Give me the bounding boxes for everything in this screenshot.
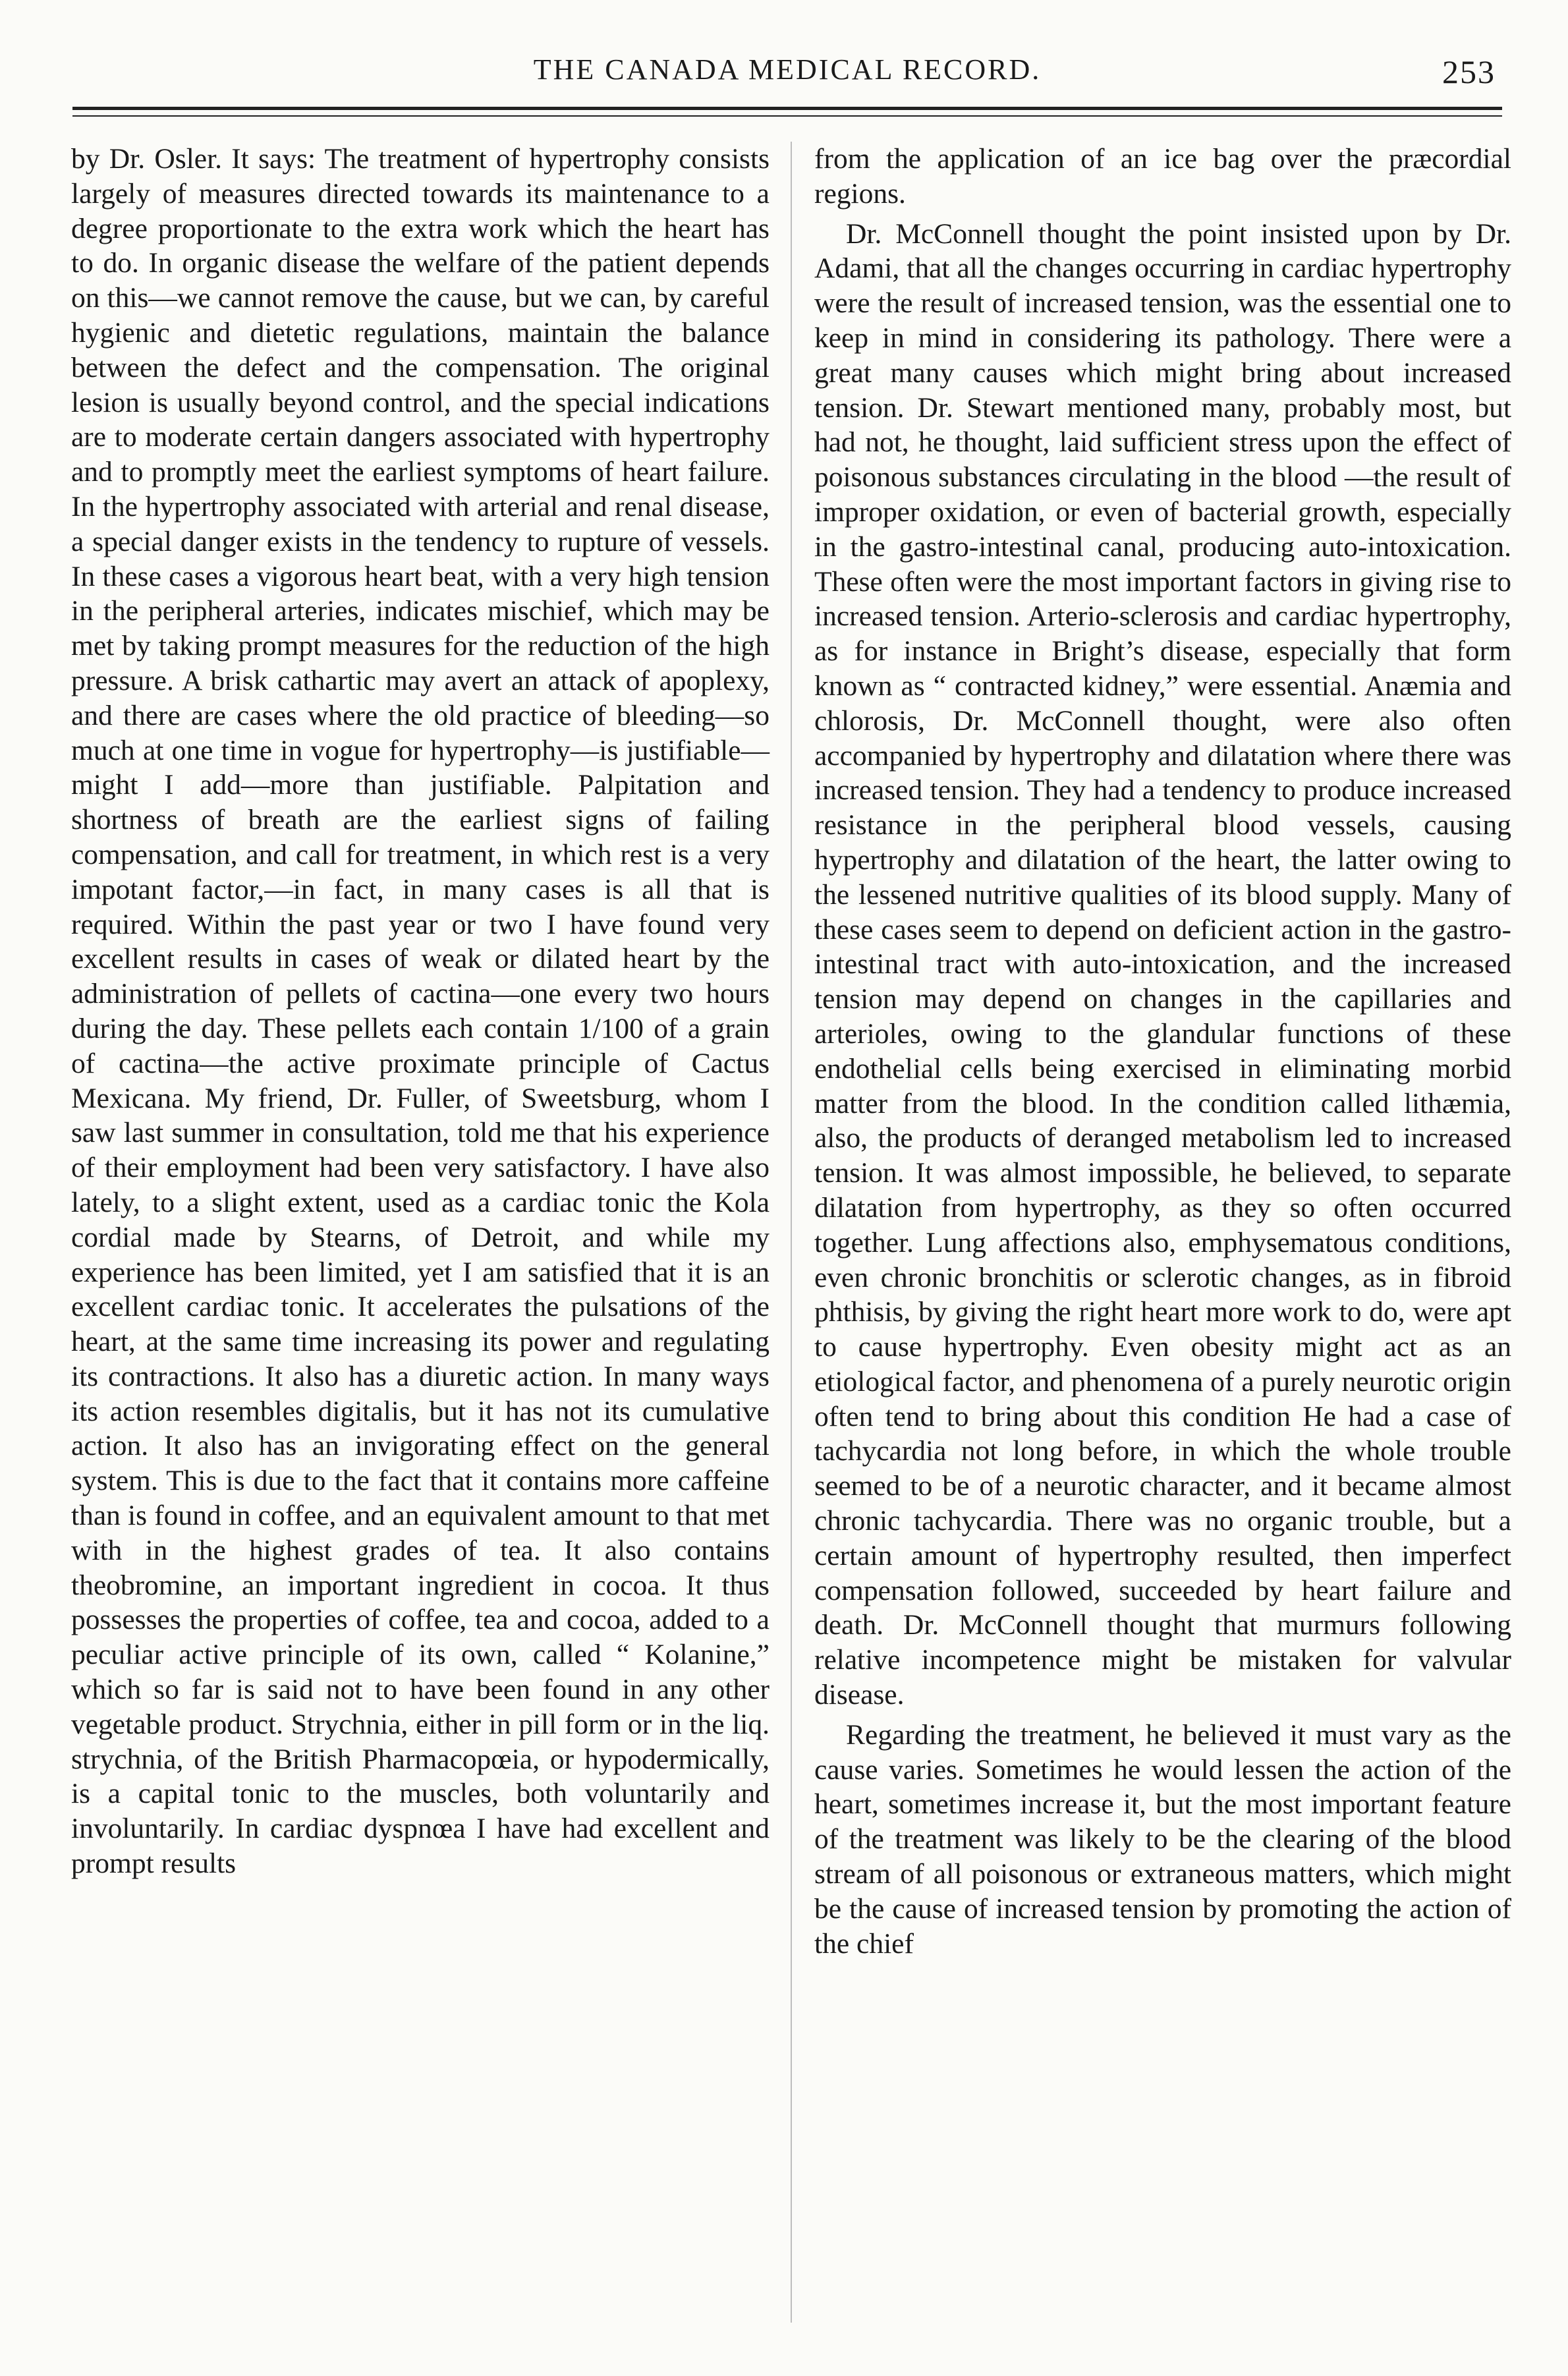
right-paragraph-1: from the application of an ice bag over the præcordial regions. xyxy=(814,143,1511,210)
page-number: 253 xyxy=(1442,53,1496,90)
right-column xyxy=(814,142,1511,2316)
right-paragraph-3: Regarding the treatment, he believed it must vary as the cause varies. Sometimes he would lessen the action of the heart, sometimes increase it, but the most important feature of the treatment was likely to be the clearing of the blood stream of all poisonous or extraneous matters, which might be the cause of increased tension by promoting the action of the chief xyxy=(814,1718,1511,1960)
page-header xyxy=(72,53,1502,99)
header-rule-thin xyxy=(72,115,1502,117)
column-divider xyxy=(791,142,792,2323)
running-title: THE CANADA MEDICAL RECORD. xyxy=(533,53,1042,86)
left-paragraph-1: by Dr. Osler. It says: The treatment of hypertrophy consists largely of measures directed towards its maintenance to a degree proportionate to the extra work which the heart has to do. In organic disease the welfare of the patient depends on this—we cannot remove the cause, but we can, by careful hygienic and dietetic regulations, maintain the balance between the defect and the compensation. The original lesion is usually beyond control, and the special indications are to moderate certain dangers associated with hypertrophy and to promptly meet the earliest symptoms of heart failure. In the hypertrophy associated with arterial and renal disease, a special danger exists in the tendency to rupture of vessels. In these cases a vigorous heart beat, with a very high tension in the peripheral arteries, indicates mischief, which may be met by taking prompt measures for the reduction of the high pressure. A brisk cathartic may avert an attack of apoplexy, and there are cases where the old practice of bleeding—so much at one time in vogue for hypertrophy—is justifiable—might I add—more than justifiable. Palpitation and shortness of breath are the earliest signs of failing compensation, and call for treatment, in which rest is a very impotant factor,—in fact, in many cases is all that is required. Within the past year or two I have found very excellent results in cases of weak or dilated heart by the administration of pellets of cactina—one every two hours during the day. These pellets each contain 1/100 of a grain of cactina—the active proximate principle of Cactus Mexicana. My friend, Dr. Fuller, of Sweetsburg, whom I saw last summer in consultation, told me that his experience of their employment had been very satisfactory. I have also lately, to a slight extent, used as a cardiac tonic the Kola cordial made by Stearns, of Detroit, and while my experience has been limited, yet I am satisfied that it is an excellent cardiac tonic. It accelerates the pulsations of the heart, at the same time increasing its power and regulating its contractions. It also has a diuretic action. In many ways its action resembles digitalis, but it has not its cumulative action. It also has an invigorating effect on the general system. This is due to the fact that it contains more caffeine than is found in coffee, and an equivalent amount to that met with in the highest grades of tea. It also contains theobromine, an important ingredient in cocoa. It thus possesses the properties of coffee, tea and cocoa, added to a peculiar active principle of its own, called “ Kolanine,” which so far is said not to have been found in any other vegetable product. Strychnia, either in pill form or in the liq. strychnia, of the British Pharmacopœia, or hypodermically, is a capital tonic to the muscles, both voluntarily and involuntarily. In cardiac dyspnœa I have had excellent and prompt results xyxy=(71,143,770,1880)
right-paragraph-2: Dr. McConnell thought the point insisted upon by Dr. Adami, that all the changes occurring in cardiac hypertrophy were the result of increased tension, was the essential one to keep in mind in considering its pathology. There were a great many causes which might bring about increased tension. Dr. Stewart mentioned many, probably most, but had not, he thought, laid sufficient stress upon the effect of poisonous substances circulating in the blood —the result of improper oxidation, or even of bacterial growth, especially in the gastro-intestinal canal, producing auto-intoxication. These often were the most important factors in giving rise to increased tension. Arterio-sclerosis and cardiac hypertrophy, as for instance in Bright’s disease, especially that form known as “ contracted kidney,” were essential. Anæmia and chlorosis, Dr. McConnell thought, were also often accompanied by hypertrophy and dilatation where there was increased tension. They had a tendency to produce increased resistance in the peripheral blood vessels, causing hypertrophy and dilatation of the heart, the latter owing to the lessened nutritive qualities of its blood supply. Many of these cases seem to depend on deficient action in the gastro-intestinal tract with auto-intoxication, and the increased tension may depend on changes in the capillaries and arterioles, owing to the glandular functions of these endothelial cells being exercised in eliminating morbid matter from the blood. In the condition called lithæmia, also, the products of deranged metabolism led to increased tension. It was almost impossible, he believed, to separate dilatation from hypertrophy, as they so often occurred together. Lung affections also, emphysematous conditions, even chronic bronchitis or sclerotic changes, as in fibroid phthisis, by giving the right heart more work to do, were apt to cause hypertrophy. Even obesity might act as an etiological factor, and phenomena of a purely neurotic origin often tend to bring about this condition He had a case of tachycardia not long before, in which the whole trouble seemed to be of a neurotic character, and it became almost chronic tachycardia. There was no organic trouble, but a certain amount of hypertrophy resulted, then imperfect compensation followed, succeeded by heart failure and death. Dr. McConnell thought that murmurs following relative incompetence might be mistaken for valvular disease. xyxy=(814,217,1511,1711)
header-rule-thick xyxy=(72,107,1502,110)
left-column xyxy=(71,142,770,2316)
